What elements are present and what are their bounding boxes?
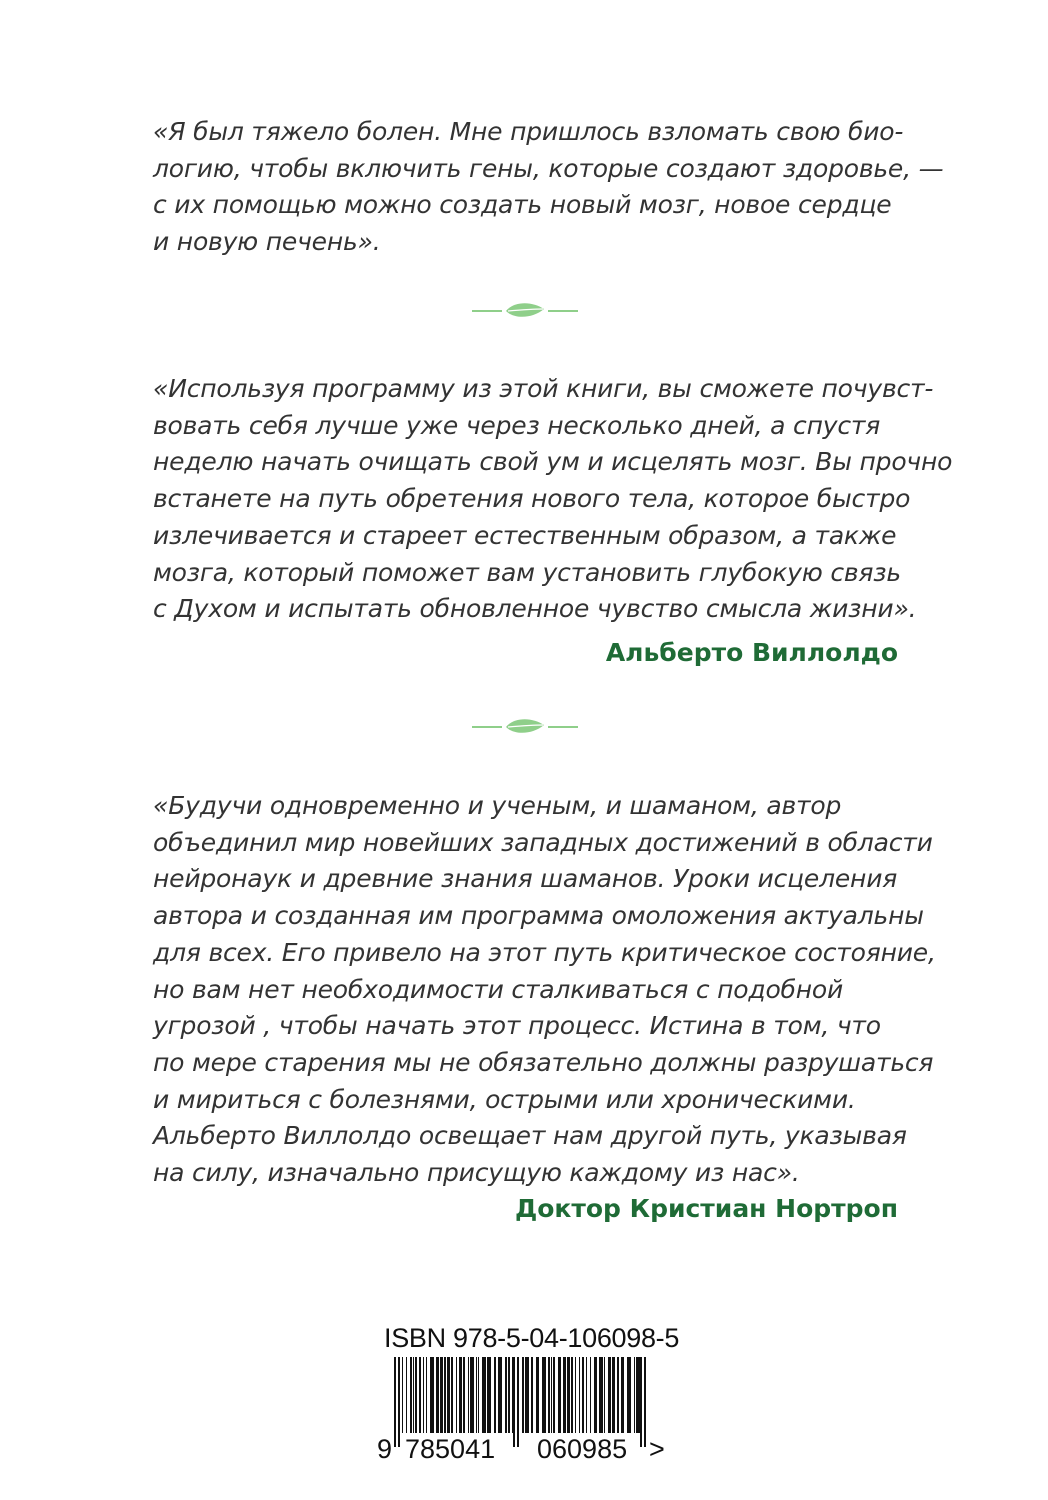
quote-line: «Используя программу из этой книги, вы сможете почувст-	[153, 374, 934, 403]
quote-line: нейронаук и древние знания шаманов. Уроки исцеления	[153, 864, 898, 894]
quote-line: и мириться с болезнями, острыми или хроническими.	[153, 1084, 856, 1114]
quote-line: «Будучи одновременно и ученым, и шаманом, автор	[153, 791, 842, 820]
isbn-label: ISBN 978-5-04-106098-5	[384, 1323, 680, 1353]
quote-1	[153, 114, 944, 261]
quote-line: угрозой , чтобы начать этот процесс. Истина в том, что	[153, 1011, 881, 1041]
quote-line: с Духом и испытать обновленное чувство смысла жизни».	[153, 594, 917, 624]
quote-author-1: Альберто Виллолдо	[605, 638, 898, 667]
barcode-digit-end: >	[649, 1434, 665, 1464]
quote-line: но вам нет необходимости сталкиваться с подобной	[153, 974, 844, 1004]
barcode-digit-first: 9	[377, 1434, 393, 1464]
quote-line: объединил мир новейших западных достижений в области	[153, 827, 933, 857]
quote-line: с их помощью можно создать новый мозг, новое сердце	[153, 190, 892, 220]
quote-3	[153, 788, 936, 1192]
quote-line: мозга, который поможет вам установить глубокую связь	[153, 557, 901, 587]
barcode-digit-group-1: 785041	[405, 1434, 496, 1464]
quote-line: встанете на путь обретения нового тела, которое быстро	[153, 484, 911, 514]
leaf-divider-icon	[470, 298, 580, 324]
quote-author-2: Доктор Кристиан Нортроп	[514, 1194, 898, 1223]
quote-line: на силу, изначально присущую каждому из нас».	[153, 1158, 800, 1188]
quote-line: Альберто Виллолдо освещает нам другой путь, указывая	[153, 1121, 907, 1151]
quote-line: вовать себя лучше уже через несколько дней, а спустя	[153, 410, 881, 440]
quote-line: излечивается и стареет естественным образом, а также	[153, 520, 897, 550]
leaf-divider-icon	[470, 714, 580, 740]
quote-line: логию, чтобы включить гены, которые создают здоровье, —	[153, 153, 944, 183]
barcode-digit-group-2: 060985	[537, 1434, 628, 1464]
quote-2	[153, 371, 953, 628]
quote-line: неделю начать очищать свой ум и исцелять мозг. Вы прочно	[153, 447, 953, 477]
quote-line: автора и созданная им программа омоложения актуальны	[153, 901, 924, 931]
quote-line: для всех. Его привело на этот путь критическое состояние,	[153, 937, 936, 967]
quote-line: «Я был тяжело болен. Мне пришлось взломать свою био-	[153, 117, 904, 146]
quote-line: по мере старения мы не обязательно должны разрушаться	[153, 1047, 934, 1077]
quote-line: и новую печень».	[153, 227, 381, 257]
